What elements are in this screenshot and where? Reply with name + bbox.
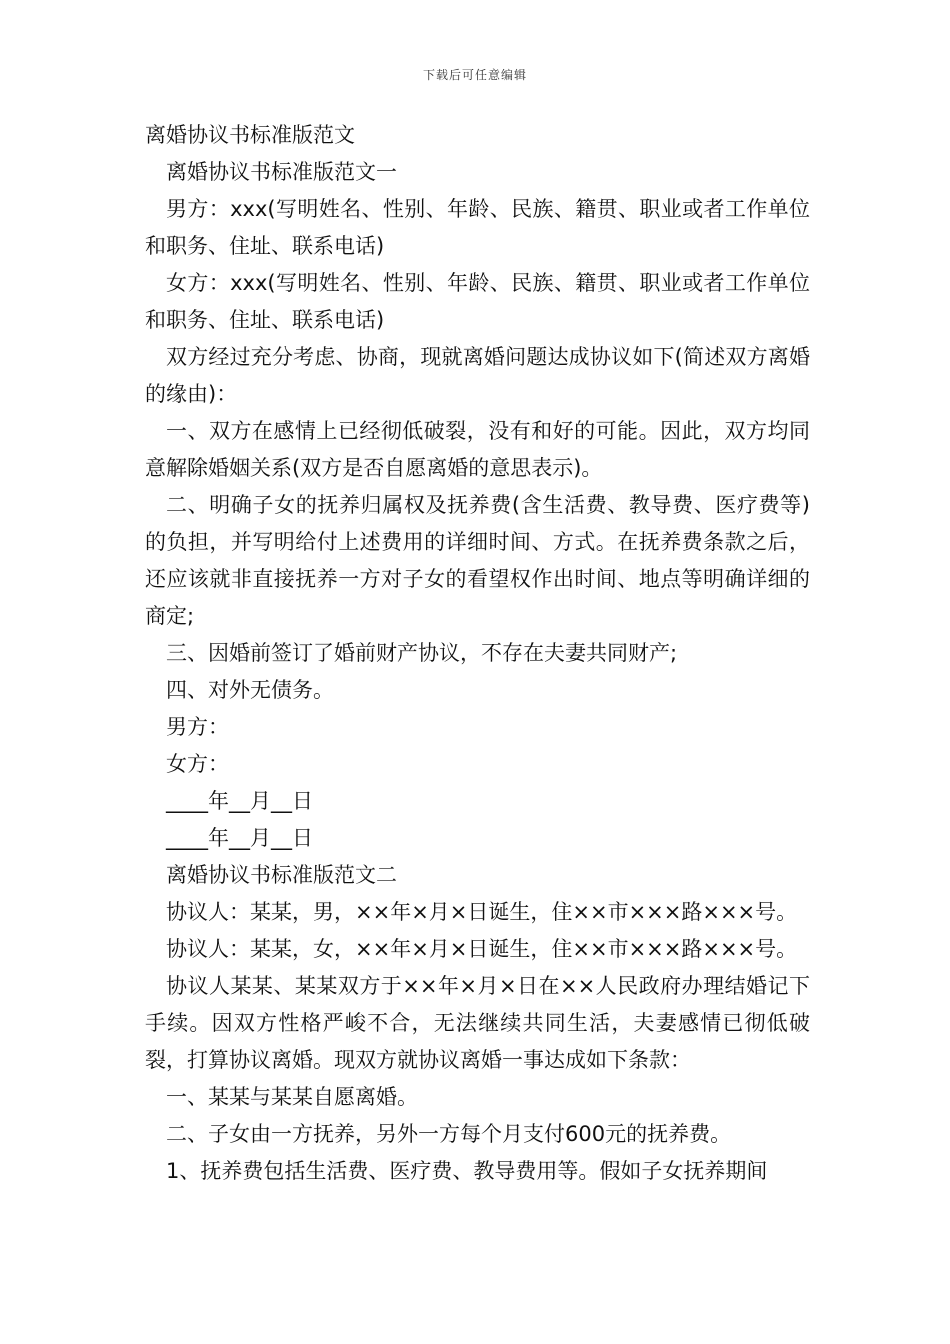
section-heading-2: 离婚协议书标准版范文二: [166, 863, 397, 887]
signature-male: 男方：: [166, 715, 229, 739]
paragraph-term-2: 二、子女由一方抚养，另外一方每个月支付600元的抚养费。: [166, 1122, 732, 1146]
paragraph-clause-4: 四、对外无债务。: [166, 678, 334, 702]
paragraph-agreement-intro: 双方经过充分考虑、协商，现就离婚问题达成协议如下(简述双方离婚的缘由)：: [145, 345, 810, 406]
date-line-1: ____年__月__日: [166, 789, 313, 813]
paragraph-clause-1: 一、双方在感情上已经彻低破裂，没有和好的可能。因此，双方均同意解除婚姻关系(双方是否自愿离婚的意思表示)。: [145, 419, 810, 480]
section-heading-1: 离婚协议书标准版范文一: [166, 160, 397, 184]
header-note: 下载后可任意编辑: [422, 68, 527, 82]
paragraph-term-1: 一、某某与某某自愿离婚。: [166, 1085, 418, 1109]
paragraph-party-2: 协议人：某某，女，××年×月×日诞生，住××市×××路×××号。: [166, 937, 798, 961]
signature-female: 女方：: [166, 752, 229, 776]
document-body: [145, 117, 810, 1190]
date-line-2: ____年__月__日: [166, 826, 313, 850]
paragraph-clause-3: 三、因婚前签订了婚前财产协议，不存在夫妻共同财产;: [166, 641, 678, 665]
document-title: 离婚协议书标准版范文: [145, 123, 355, 147]
paragraph-female-party: 女方：xxx(写明姓名、性别、年龄、民族、籍贯、职业或者工作单位和职务、住址、联系电话): [145, 271, 810, 332]
paragraph-background: 协议人某某、某某双方于××年×月×日在××人民政府办理结婚记下手续。因双方性格严峻不合，无法继续共同生活，夫妻感情已彻低破裂，打算协议离婚。现双方就协议离婚一事达成如下条款：: [145, 974, 810, 1072]
paragraph-male-party: 男方：xxx(写明姓名、性别、年龄、民族、籍贯、职业或者工作单位和职务、住址、联系电话): [145, 197, 810, 258]
paragraph-term-2-1: 1、抚养费包括生活费、医疗费、教导费用等。假如子女抚养期间: [166, 1159, 768, 1183]
paragraph-party-1: 协议人：某某，男，××年×月×日诞生，住××市×××路×××号。: [166, 900, 798, 924]
paragraph-clause-2: 二、明确子女的抚养归属权及抚养费(含生活费、教导费、医疗费等)的负担，并写明给付上述费用的详细时间、方式。在抚养费条款之后，还应该就非直接抚养一方对子女的看望权作出时间、地点等明确详细的商定;: [145, 493, 810, 628]
